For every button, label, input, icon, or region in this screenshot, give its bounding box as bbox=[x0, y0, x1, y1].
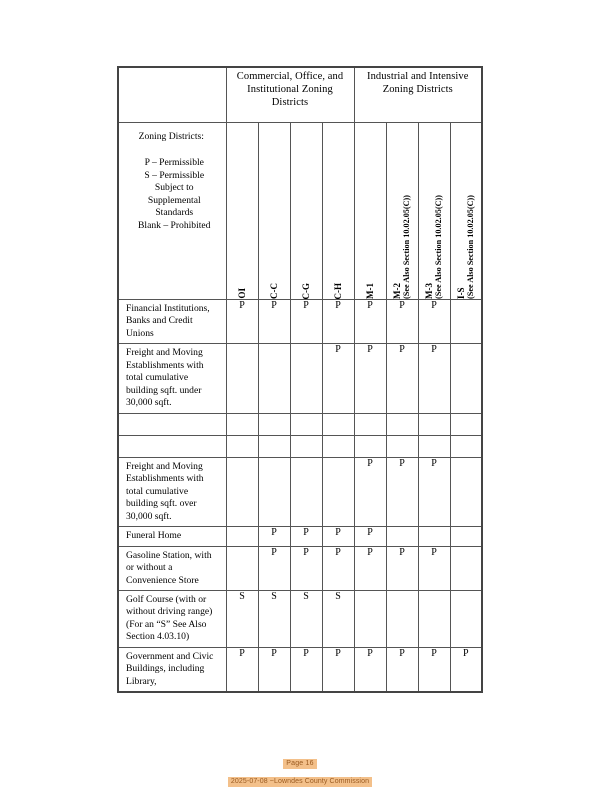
permission-mark: P bbox=[418, 344, 450, 413]
table-row bbox=[118, 344, 482, 413]
legend-line-3: Subject to bbox=[154, 182, 194, 194]
district-code-oi: OI bbox=[236, 288, 247, 299]
permission-mark: P bbox=[258, 300, 290, 344]
use-label: Gasoline Station, with or without a Convenience Store bbox=[118, 546, 226, 590]
permission-mark: P bbox=[290, 300, 322, 344]
permission-mark: P bbox=[386, 546, 418, 590]
use-label: Government and Civic Buildings, including Library, bbox=[118, 647, 226, 692]
permission-mark: P bbox=[418, 457, 450, 526]
table-row-empty bbox=[118, 435, 482, 457]
use-label: Funeral Home bbox=[118, 527, 226, 546]
permission-mark bbox=[450, 457, 482, 526]
permission-mark: P bbox=[258, 647, 290, 692]
group-header-row bbox=[118, 67, 482, 123]
permission-mark bbox=[450, 300, 482, 344]
permission-mark bbox=[386, 590, 418, 647]
permission-mark bbox=[354, 590, 386, 647]
permission-mark bbox=[450, 527, 482, 546]
group-header-blank bbox=[118, 67, 226, 123]
permission-mark: P bbox=[322, 546, 354, 590]
district-code-m1: M-1 bbox=[364, 283, 375, 299]
permission-mark bbox=[386, 527, 418, 546]
permission-mark bbox=[354, 413, 386, 435]
legend-line-5: Standards bbox=[155, 207, 194, 219]
meta-stamp-row bbox=[0, 770, 600, 788]
permission-mark: P bbox=[290, 647, 322, 692]
use-label: Freight and Moving Establishments with total cumulative building sqft. over 30,000 sqft. bbox=[118, 457, 226, 526]
table-row bbox=[118, 590, 482, 647]
group-header-commercial: Commercial, Office, and Institutional Zoning Districts bbox=[226, 67, 354, 123]
permission-mark bbox=[450, 435, 482, 457]
district-header-is bbox=[450, 123, 482, 300]
permission-mark bbox=[226, 546, 258, 590]
permission-mark: P bbox=[354, 344, 386, 413]
permission-mark: P bbox=[354, 457, 386, 526]
district-header-cc bbox=[258, 123, 290, 300]
permission-mark: S bbox=[226, 590, 258, 647]
permission-mark bbox=[290, 344, 322, 413]
permission-mark: P bbox=[322, 527, 354, 546]
district-header-row bbox=[118, 123, 482, 300]
permission-mark: S bbox=[258, 590, 290, 647]
permission-mark bbox=[290, 413, 322, 435]
permission-mark bbox=[226, 413, 258, 435]
permission-mark bbox=[258, 435, 290, 457]
permission-mark: P bbox=[258, 527, 290, 546]
table-row bbox=[118, 300, 482, 344]
legend-line-2: S – Permissible bbox=[144, 169, 205, 181]
permission-mark: P bbox=[322, 647, 354, 692]
use-label: Financial Institutions, Banks and Credit Unions bbox=[118, 300, 226, 344]
permission-mark: P bbox=[354, 647, 386, 692]
table-head bbox=[118, 67, 482, 300]
district-header-m3 bbox=[418, 123, 450, 300]
table-row-empty bbox=[118, 413, 482, 435]
permission-mark bbox=[226, 435, 258, 457]
permission-mark bbox=[354, 435, 386, 457]
permission-mark: P bbox=[226, 300, 258, 344]
district-code-is: I-S bbox=[455, 287, 466, 299]
table-body bbox=[118, 300, 482, 693]
zoning-table-container bbox=[117, 66, 483, 693]
table-row bbox=[118, 457, 482, 526]
legend-title: Zoning Districts: bbox=[138, 131, 204, 142]
permission-mark bbox=[258, 413, 290, 435]
district-code-m2: M-2 bbox=[391, 283, 402, 299]
footer-stamps bbox=[0, 752, 600, 788]
permission-mark: P bbox=[386, 457, 418, 526]
permission-mark bbox=[290, 457, 322, 526]
table-row bbox=[118, 647, 482, 692]
permission-mark: P bbox=[418, 546, 450, 590]
district-header-oi bbox=[226, 123, 258, 300]
permission-mark: P bbox=[258, 546, 290, 590]
use-label bbox=[118, 413, 226, 435]
permission-mark bbox=[418, 413, 450, 435]
permission-mark bbox=[226, 344, 258, 413]
district-note-m3: (See Also Section 10.02.05(C)) bbox=[434, 195, 443, 299]
permission-mark bbox=[322, 435, 354, 457]
permission-mark bbox=[450, 546, 482, 590]
legend-cell bbox=[118, 123, 226, 300]
use-label: Golf Course (with or without driving range) (For an “S” See Also Section 4.03.10) bbox=[118, 590, 226, 647]
page-stamp-row bbox=[0, 752, 600, 770]
permission-mark bbox=[450, 344, 482, 413]
permission-mark bbox=[386, 413, 418, 435]
permission-mark: S bbox=[290, 590, 322, 647]
permission-mark: P bbox=[418, 300, 450, 344]
zoning-use-table bbox=[117, 66, 483, 693]
permission-mark bbox=[418, 435, 450, 457]
permission-mark: P bbox=[386, 647, 418, 692]
page-number-stamp: Page 16 bbox=[283, 759, 316, 769]
permission-mark bbox=[322, 413, 354, 435]
district-header-m1 bbox=[354, 123, 386, 300]
permission-mark bbox=[418, 527, 450, 546]
permission-mark: P bbox=[386, 300, 418, 344]
permission-mark: P bbox=[418, 647, 450, 692]
permission-mark bbox=[450, 413, 482, 435]
permission-mark: P bbox=[322, 344, 354, 413]
permission-mark bbox=[226, 457, 258, 526]
permission-mark: P bbox=[450, 647, 482, 692]
district-note-m2: (See Also Section 10.02.05(C)) bbox=[402, 195, 411, 299]
permission-mark bbox=[290, 435, 322, 457]
group-header-industrial: Industrial and Intensive Zoning Districts bbox=[354, 67, 482, 123]
legend-line-4: Supplemental bbox=[147, 194, 201, 206]
district-header-m2 bbox=[386, 123, 418, 300]
district-header-ch bbox=[322, 123, 354, 300]
district-code-m3: M-3 bbox=[423, 283, 434, 299]
district-header-cg bbox=[290, 123, 322, 300]
permission-mark bbox=[258, 457, 290, 526]
permission-mark: P bbox=[290, 527, 322, 546]
permission-mark: P bbox=[290, 546, 322, 590]
table-row bbox=[118, 546, 482, 590]
permission-mark: P bbox=[354, 546, 386, 590]
document-source-stamp: 2025-07-08 ~Lowndes County Commission bbox=[228, 777, 372, 787]
district-note-is: (See Also Section 10.02.05(C)) bbox=[465, 195, 475, 299]
permission-mark bbox=[418, 590, 450, 647]
permission-mark: P bbox=[226, 647, 258, 692]
legend-line-1: P – Permissible bbox=[144, 157, 204, 169]
legend-line-6: Blank – Prohibited bbox=[138, 219, 211, 231]
table-row bbox=[118, 527, 482, 546]
permission-mark: P bbox=[322, 300, 354, 344]
district-code-cc: C-C bbox=[268, 283, 279, 299]
permission-mark bbox=[386, 435, 418, 457]
permission-mark: P bbox=[354, 300, 386, 344]
permission-mark bbox=[322, 457, 354, 526]
permission-mark: P bbox=[386, 344, 418, 413]
use-label bbox=[118, 435, 226, 457]
use-label: Freight and Moving Establishments with total cumulative building sqft. under 30,000 sqft. bbox=[118, 344, 226, 413]
district-code-cg: C-G bbox=[300, 282, 311, 299]
permission-mark bbox=[226, 527, 258, 546]
permission-mark bbox=[450, 590, 482, 647]
permission-mark: S bbox=[322, 590, 354, 647]
district-code-ch: C-H bbox=[332, 282, 343, 299]
permission-mark: P bbox=[354, 527, 386, 546]
permission-mark bbox=[258, 344, 290, 413]
